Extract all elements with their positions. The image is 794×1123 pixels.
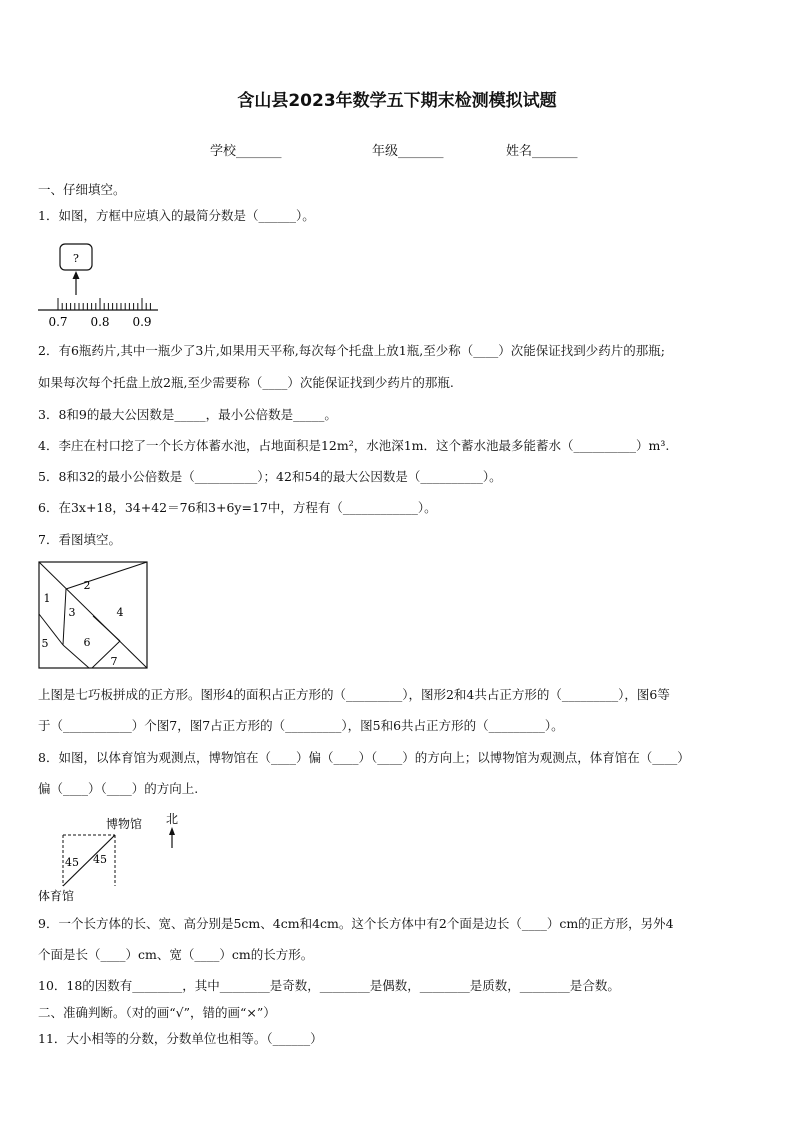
piece-6-label: 6: [83, 636, 91, 649]
angle-45-right: 45: [93, 853, 107, 866]
piece-1-label: 1: [43, 592, 51, 605]
tangram-line-b: [63, 589, 66, 645]
question-6: 6．在3x+18，34+42＝76和3+6y=17中，方程有（____________）。: [38, 500, 437, 515]
section-heading-2: 二、准确判断。（对的画“√”，错的画“×”）: [38, 1005, 276, 1020]
school-field: 学校_______: [210, 144, 282, 159]
question-5: 5．8和32的最小公倍数是（__________）；42和54的最大公因数是（__________）。: [38, 469, 502, 484]
angle-45-left: 45: [65, 856, 79, 869]
tangram-line-a: [66, 562, 147, 589]
label-0-7: 0.7: [48, 315, 68, 329]
question-7-line-1: 上图是七巧板拼成的正方形。图形4的面积占正方形的（_________），图形2和4共占正方形的（_________），图6等: [38, 687, 670, 702]
question-2-line-1: 2．有6瓶药片,其中一瓶少了3片,如果用天平称,每次每个托盘上放1瓶,至少称（____）次能保证找到少药片的那瓶;: [38, 343, 665, 358]
piece-2-label: 2: [83, 579, 91, 592]
question-7-line-2: 于（___________）个图7，图7占正方形的（_________），图5和6共占正方形的（_________）。: [38, 718, 564, 733]
arrow-head: [73, 271, 80, 279]
section-heading-1: 一、仔细填空。: [38, 182, 126, 197]
tangram-diagonal: [39, 562, 147, 668]
number-line-figure: [36, 240, 166, 332]
box-question-mark: ?: [73, 252, 79, 265]
question-9-line-1: 9．一个长方体的长、宽、高分别是5cm、4cm和4cm。这个长方体中有2个面是边长（____）cm的正方形，另外4: [38, 916, 674, 931]
north-label: 北: [166, 812, 179, 826]
gym-label: 体育馆: [38, 889, 75, 903]
label-0-8: 0.8: [90, 315, 110, 329]
question-2-line-2: 如果每次每个托盘上放2瓶,至少需要称（____）次能保证找到少药片的那瓶.: [38, 375, 454, 390]
direction-figure: [36, 808, 186, 906]
tangram-line-e: [93, 616, 120, 641]
question-11: 11．大小相等的分数，分数单位也相等。（______）: [38, 1031, 323, 1046]
north-arrow-head: [169, 827, 175, 835]
piece-4-label: 4: [116, 606, 124, 619]
piece-7-label: 7: [110, 655, 118, 668]
number-line-ticks: [58, 298, 150, 310]
question-3: 3．8和9的最大公因数是_____，最小公倍数是_____。: [38, 407, 337, 422]
name-field: 姓名_______: [506, 144, 578, 159]
question-4: 4．李庄在村口挖了一个长方体蓄水池，占地面积是12m²，水池深1m．这个蓄水池最多能蓄水（__________）m³.: [38, 438, 670, 453]
piece-3-label: 3: [68, 606, 76, 619]
label-0-9: 0.9: [132, 315, 152, 329]
question-10: 10．18的因数有________，其中________是奇数，________是偶数，________是质数，________是合数。: [38, 978, 620, 993]
question-8-line-2: 偏（____）（____）的方向上.: [38, 781, 199, 796]
question-9-line-2: 个面是长（____）cm、宽（____）cm的长方形。: [38, 947, 314, 962]
tangram-figure: [38, 561, 150, 671]
question-7: 7．看图填空。: [38, 532, 121, 547]
question-1: 1．如图，方框中应填入的最简分数是（______）。: [38, 208, 315, 223]
question-8-line-1: 8．如图，以体育馆为观测点，博物馆在（____）偏（____）（____）的方向上；以博物馆为观测点，体育馆在（____）: [38, 750, 690, 765]
museum-label: 博物馆: [106, 817, 143, 831]
page-title: 含山县2023年数学五下期末检测模拟试题: [237, 91, 557, 111]
grade-field: 年级_______: [372, 144, 444, 159]
piece-5-label: 5: [41, 637, 49, 650]
